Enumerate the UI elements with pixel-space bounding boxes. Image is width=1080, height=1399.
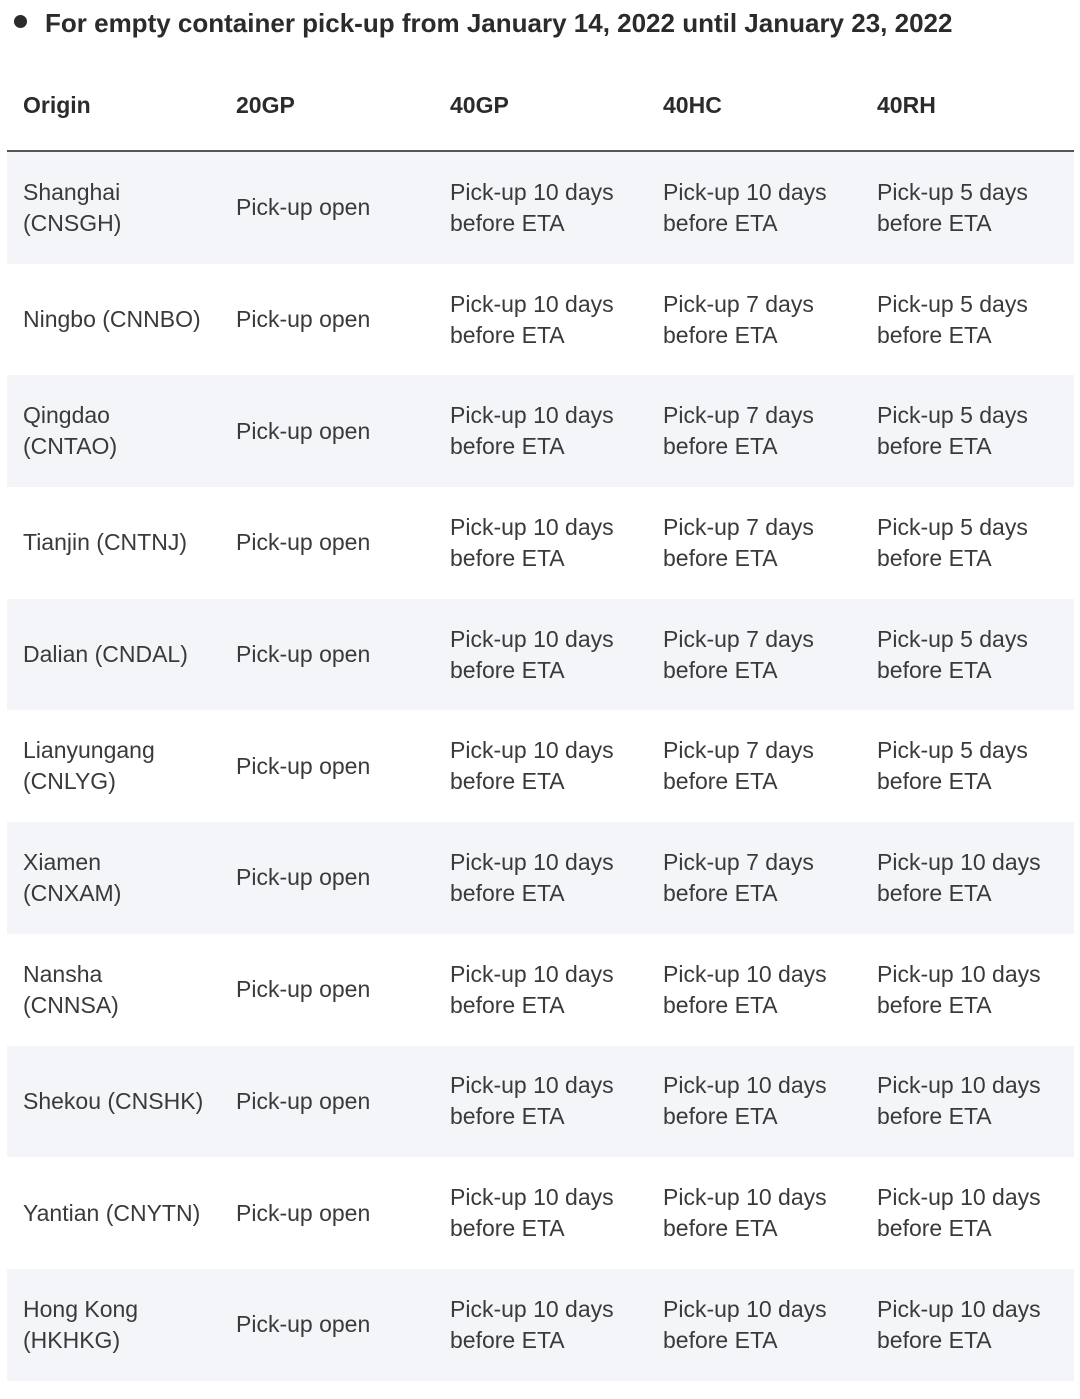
cell-origin bbox=[7, 1198, 220, 1229]
cell-20gp bbox=[220, 639, 434, 670]
cell-origin bbox=[7, 735, 220, 797]
heading-text: For empty container pick-up from January 14, 2022 until January 23, 2022 bbox=[45, 7, 953, 38]
cell-40rh bbox=[861, 1182, 1074, 1244]
cell-origin-line-1: Hong Kong bbox=[23, 1295, 139, 1322]
cell-40rh bbox=[861, 1070, 1074, 1132]
cell-40hc bbox=[647, 289, 861, 351]
cell-20gp-line-1: Pick-up open bbox=[236, 1311, 371, 1338]
table-row bbox=[7, 710, 1074, 822]
cell-40hc-line-2: before ETA bbox=[663, 656, 778, 683]
cell-40rh-line-2: before ETA bbox=[877, 768, 992, 795]
pickup-table bbox=[7, 60, 1074, 1381]
cell-40hc-line-1: Pick-up 7 days bbox=[663, 402, 814, 429]
cell-40hc bbox=[647, 735, 861, 797]
cell-40gp-line-2: before ETA bbox=[450, 1326, 565, 1353]
table-row bbox=[7, 1157, 1074, 1269]
cell-40gp bbox=[434, 289, 647, 351]
cell-40rh-line-2: before ETA bbox=[877, 991, 992, 1018]
cell-origin-line-1: Nansha bbox=[23, 960, 103, 987]
cell-40gp bbox=[434, 959, 647, 1021]
cell-20gp bbox=[220, 416, 434, 447]
cell-origin-line-1: Dalian (CNDAL) bbox=[23, 641, 188, 668]
cell-40gp bbox=[434, 624, 647, 686]
cell-40rh-line-2: before ETA bbox=[877, 1103, 992, 1130]
cell-40rh bbox=[861, 289, 1074, 351]
cell-40hc bbox=[647, 400, 861, 462]
cell-20gp bbox=[220, 304, 434, 335]
table-body bbox=[7, 152, 1074, 1381]
cell-20gp-line-1: Pick-up open bbox=[236, 641, 371, 668]
cell-20gp-line-1: Pick-up open bbox=[236, 417, 371, 444]
cell-20gp bbox=[220, 751, 434, 782]
table-row bbox=[7, 934, 1074, 1046]
cell-origin-line-1: Lianyungang bbox=[23, 737, 155, 764]
cell-40rh-line-1: Pick-up 10 days bbox=[877, 1295, 1041, 1322]
table-row bbox=[7, 822, 1074, 934]
cell-20gp-line-1: Pick-up open bbox=[236, 976, 371, 1003]
cell-40rh-line-1: Pick-up 10 days bbox=[877, 1184, 1041, 1211]
cell-40rh bbox=[861, 735, 1074, 797]
cell-20gp bbox=[220, 1086, 434, 1117]
cell-40hc-line-1: Pick-up 7 days bbox=[663, 848, 814, 875]
cell-40rh-line-1: Pick-up 5 days bbox=[877, 737, 1028, 764]
header-40hc: 40HC bbox=[663, 91, 722, 118]
cell-40hc bbox=[647, 624, 861, 686]
cell-origin-line-1: Tianjin (CNTNJ) bbox=[23, 529, 187, 556]
cell-40rh-line-2: before ETA bbox=[877, 1215, 992, 1242]
cell-40hc-line-1: Pick-up 10 days bbox=[663, 1295, 827, 1322]
cell-40rh-line-2: before ETA bbox=[877, 433, 992, 460]
cell-origin bbox=[7, 1294, 220, 1356]
cell-20gp-line-1: Pick-up open bbox=[236, 1199, 371, 1226]
cell-40gp-line-1: Pick-up 10 days bbox=[450, 625, 614, 652]
cell-20gp bbox=[220, 1198, 434, 1229]
cell-40hc-line-1: Pick-up 7 days bbox=[663, 625, 814, 652]
cell-40rh-line-2: before ETA bbox=[877, 879, 992, 906]
cell-40rh-line-1: Pick-up 5 days bbox=[877, 402, 1028, 429]
cell-origin-line-1: Ningbo (CNNBO) bbox=[23, 306, 201, 333]
table-row bbox=[7, 1046, 1074, 1158]
cell-40rh bbox=[861, 400, 1074, 462]
cell-40rh-line-2: before ETA bbox=[877, 656, 992, 683]
cell-40hc-line-1: Pick-up 10 days bbox=[663, 1184, 827, 1211]
table-header-row bbox=[7, 60, 1074, 152]
cell-20gp-line-1: Pick-up open bbox=[236, 306, 371, 333]
cell-20gp bbox=[220, 974, 434, 1005]
cell-40hc-line-2: before ETA bbox=[663, 991, 778, 1018]
cell-origin bbox=[7, 847, 220, 909]
cell-40rh-line-1: Pick-up 5 days bbox=[877, 625, 1028, 652]
table-row bbox=[7, 487, 1074, 599]
cell-40gp-line-1: Pick-up 10 days bbox=[450, 960, 614, 987]
cell-40gp-line-2: before ETA bbox=[450, 209, 565, 236]
cell-origin-line-2: (CNXAM) bbox=[23, 879, 122, 906]
cell-40gp-line-2: before ETA bbox=[450, 544, 565, 571]
cell-40gp bbox=[434, 1294, 647, 1356]
cell-40gp-line-1: Pick-up 10 days bbox=[450, 513, 614, 540]
cell-40rh-line-2: before ETA bbox=[877, 321, 992, 348]
cell-20gp-line-1: Pick-up open bbox=[236, 752, 371, 779]
table-row bbox=[7, 1269, 1074, 1381]
cell-origin-line-2: (CNTAO) bbox=[23, 433, 118, 460]
cell-origin-line-2: (CNLYG) bbox=[23, 768, 116, 795]
cell-40hc-line-1: Pick-up 7 days bbox=[663, 737, 814, 764]
cell-40rh-line-1: Pick-up 10 days bbox=[877, 1072, 1041, 1099]
header-40rh: 40RH bbox=[877, 91, 936, 118]
cell-40gp-line-1: Pick-up 10 days bbox=[450, 1295, 614, 1322]
cell-origin bbox=[7, 639, 220, 670]
cell-origin bbox=[7, 1086, 220, 1117]
cell-40gp bbox=[434, 177, 647, 239]
cell-origin-line-2: (HKHKG) bbox=[23, 1326, 121, 1353]
cell-40gp-line-1: Pick-up 10 days bbox=[450, 402, 614, 429]
cell-20gp-line-1: Pick-up open bbox=[236, 1087, 371, 1114]
cell-40hc-line-2: before ETA bbox=[663, 544, 778, 571]
cell-40hc-line-1: Pick-up 7 days bbox=[663, 290, 814, 317]
cell-40hc bbox=[647, 1182, 861, 1244]
cell-40hc bbox=[647, 847, 861, 909]
cell-40gp-line-2: before ETA bbox=[450, 433, 565, 460]
table-row bbox=[7, 152, 1074, 264]
cell-40gp bbox=[434, 847, 647, 909]
cell-40gp-line-1: Pick-up 10 days bbox=[450, 848, 614, 875]
cell-40hc-line-2: before ETA bbox=[663, 209, 778, 236]
table-row bbox=[7, 599, 1074, 711]
cell-20gp-line-1: Pick-up open bbox=[236, 194, 371, 221]
table-row bbox=[7, 375, 1074, 487]
cell-40hc bbox=[647, 959, 861, 1021]
cell-40rh-line-1: Pick-up 5 days bbox=[877, 178, 1028, 205]
cell-40hc-line-2: before ETA bbox=[663, 433, 778, 460]
cell-origin bbox=[7, 959, 220, 1021]
cell-origin-line-2: (CNSGH) bbox=[23, 209, 122, 236]
cell-40rh bbox=[861, 959, 1074, 1021]
cell-40hc-line-2: before ETA bbox=[663, 1103, 778, 1130]
cell-40hc-line-1: Pick-up 10 days bbox=[663, 960, 827, 987]
cell-origin bbox=[7, 527, 220, 558]
cell-20gp bbox=[220, 527, 434, 558]
cell-40rh-line-1: Pick-up 5 days bbox=[877, 513, 1028, 540]
cell-20gp-line-1: Pick-up open bbox=[236, 864, 371, 891]
header-40gp: 40GP bbox=[450, 91, 509, 118]
cell-origin bbox=[7, 304, 220, 335]
cell-40gp-line-2: before ETA bbox=[450, 879, 565, 906]
cell-40gp-line-1: Pick-up 10 days bbox=[450, 1072, 614, 1099]
cell-40hc-line-1: Pick-up 7 days bbox=[663, 513, 814, 540]
cell-40hc-line-2: before ETA bbox=[663, 768, 778, 795]
cell-origin bbox=[7, 400, 220, 462]
cell-20gp-line-1: Pick-up open bbox=[236, 529, 371, 556]
cell-40gp-line-2: before ETA bbox=[450, 991, 565, 1018]
cell-40gp-line-1: Pick-up 10 days bbox=[450, 1184, 614, 1211]
cell-40gp-line-2: before ETA bbox=[450, 656, 565, 683]
cell-40hc-line-2: before ETA bbox=[663, 1215, 778, 1242]
cell-40rh-line-1: Pick-up 10 days bbox=[877, 848, 1041, 875]
cell-origin bbox=[7, 177, 220, 239]
cell-40hc bbox=[647, 512, 861, 574]
cell-origin-line-1: Shekou (CNSHK) bbox=[23, 1087, 204, 1114]
cell-40gp-line-1: Pick-up 10 days bbox=[450, 178, 614, 205]
cell-40gp bbox=[434, 1182, 647, 1244]
cell-40gp-line-1: Pick-up 10 days bbox=[450, 290, 614, 317]
cell-40rh-line-2: before ETA bbox=[877, 209, 992, 236]
cell-40rh-line-1: Pick-up 10 days bbox=[877, 960, 1041, 987]
cell-40rh-line-2: before ETA bbox=[877, 544, 992, 571]
cell-20gp bbox=[220, 192, 434, 223]
header-20gp: 20GP bbox=[236, 91, 295, 118]
cell-40rh bbox=[861, 1294, 1074, 1356]
cell-40rh bbox=[861, 177, 1074, 239]
cell-40hc-line-1: Pick-up 10 days bbox=[663, 1072, 827, 1099]
cell-origin-line-2: (CNNSA) bbox=[23, 991, 119, 1018]
bullet-icon bbox=[14, 15, 27, 28]
cell-40gp bbox=[434, 1070, 647, 1132]
cell-origin-line-1: Yantian (CNYTN) bbox=[23, 1199, 201, 1226]
cell-40gp bbox=[434, 400, 647, 462]
cell-40hc bbox=[647, 1294, 861, 1356]
cell-40rh bbox=[861, 624, 1074, 686]
cell-40gp-line-2: before ETA bbox=[450, 321, 565, 348]
cell-40gp-line-2: before ETA bbox=[450, 768, 565, 795]
table-row bbox=[7, 264, 1074, 376]
cell-40hc bbox=[647, 1070, 861, 1132]
cell-40hc-line-2: before ETA bbox=[663, 1326, 778, 1353]
cell-40rh-line-1: Pick-up 5 days bbox=[877, 290, 1028, 317]
cell-20gp bbox=[220, 862, 434, 893]
cell-origin-line-1: Qingdao bbox=[23, 402, 110, 429]
cell-origin-line-1: Shanghai bbox=[23, 178, 121, 205]
cell-40rh bbox=[861, 512, 1074, 574]
cell-40hc bbox=[647, 177, 861, 239]
cell-40rh-line-2: before ETA bbox=[877, 1326, 992, 1353]
cell-40gp-line-2: before ETA bbox=[450, 1103, 565, 1130]
cell-40rh bbox=[861, 847, 1074, 909]
cell-40hc-line-1: Pick-up 10 days bbox=[663, 178, 827, 205]
cell-40gp-line-1: Pick-up 10 days bbox=[450, 737, 614, 764]
cell-40gp-line-2: before ETA bbox=[450, 1215, 565, 1242]
cell-40hc-line-2: before ETA bbox=[663, 321, 778, 348]
cell-40hc-line-2: before ETA bbox=[663, 879, 778, 906]
page-heading bbox=[14, 4, 952, 42]
cell-40gp bbox=[434, 735, 647, 797]
cell-origin-line-1: Xiamen bbox=[23, 848, 101, 875]
cell-40gp bbox=[434, 512, 647, 574]
cell-20gp bbox=[220, 1309, 434, 1340]
header-origin: Origin bbox=[23, 91, 91, 118]
